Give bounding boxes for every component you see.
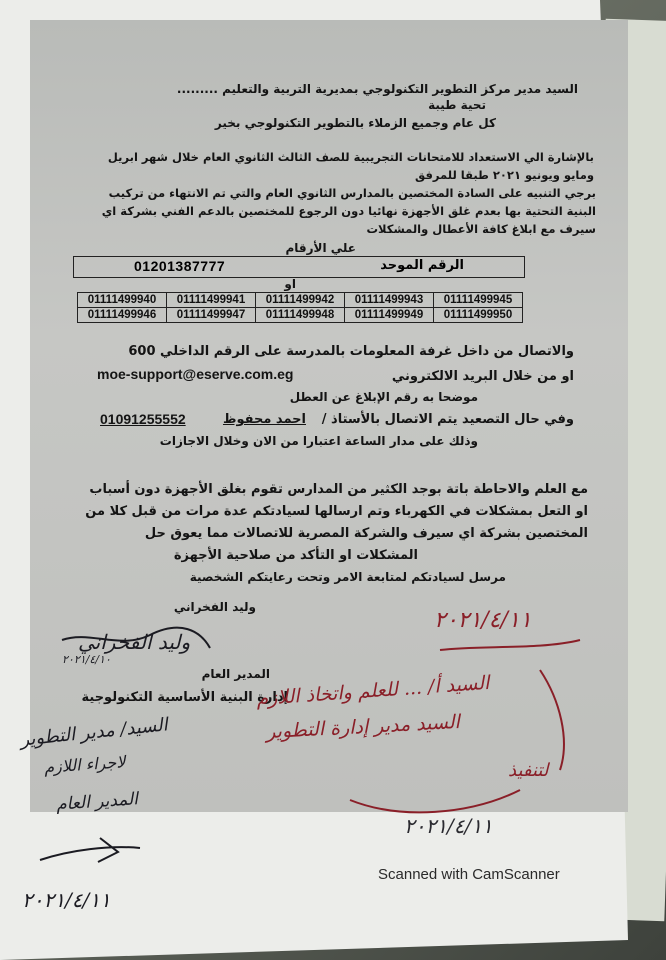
phone-cell: 01111499947 (167, 308, 256, 323)
support-email: moe-support@eserve.com.eg (97, 366, 294, 382)
phone-cell: 01111499941 (167, 293, 256, 308)
escalation-prefix: وفي حال التصعيد يتم الاتصال بالأستاذ / (321, 412, 574, 427)
escalation-phone: 01091255552 (100, 411, 186, 427)
black-note-line2: لاجراء اللازم (43, 752, 126, 777)
red-note-line1: السيد أ/ ... للعلم واتخاذ اللازم (255, 671, 490, 711)
red-note-line2: السيد مدير إدارة التطوير (265, 710, 461, 744)
phone-cell: 01111499950 (434, 308, 523, 323)
red-scribble (540, 670, 564, 770)
para2-line3: سيرف مع ابلاغ كافة الأعطال والمشكلات (366, 222, 596, 236)
phone-cell: 01111499942 (256, 293, 345, 308)
phone-cell: 01111499943 (345, 293, 434, 308)
phone-cell: 01111499949 (345, 308, 434, 323)
addressee-line: السيد مدير مركز التطوير التكنولوجي بمديرية التربية والتعليم ......... (176, 82, 578, 96)
note-line4: المشكلات او التأكد من صلاحية الأجهزة (173, 548, 418, 563)
black-mark (98, 838, 118, 862)
black-strike (40, 847, 140, 860)
black-note-line1: السيد/ مدير التطوير (19, 714, 169, 751)
note-line2: او التعل بمشكلات في الكهرباء وتم ارسالها لسيادتكم عدة مرات من قبل كلا من (85, 504, 588, 519)
signer-title: المدير العام (201, 667, 270, 681)
red-date-top: ٢٠٢١/٤/١١ (434, 608, 532, 633)
escalation-name: احمد محفوظ (222, 412, 306, 427)
scanner-watermark: Scanned with CamScanner (378, 866, 560, 883)
signature-scribble (62, 628, 210, 648)
unified-number: 01201387777 (134, 258, 226, 274)
red-note-line3: لتنفيذ (508, 760, 549, 781)
wishes-line: كل عام وجميع الزملاء بالتطوير التكنولوجي بخير (214, 116, 496, 130)
greeting-line: تحية طيبة (428, 98, 486, 112)
escalation-time-line: وذلك على مدار الساعة اعتبارا من الان وخلال الاجازات (159, 434, 478, 448)
signature-date: ٢٠٢١/٤/١٠ (62, 653, 111, 666)
para1-line1: بالإشارة الي الاستعداد للامتحانات التجريبية للصف الثالث الثانوي العام خلال شهر ابريل (107, 150, 594, 164)
contact-line2: او من خلال البريد الالكتروني (391, 369, 574, 384)
department-name: إدارة البنية الأساسية التكنولوجية (81, 690, 288, 705)
black-note-line3: المدير العام (55, 789, 139, 815)
closing-line: مرسل لسيادتكم لمتابعة الامر وتحت رعايتكم الشخصية (189, 570, 506, 584)
black-date-bottom: ٢٠٢١/٤/١١ (22, 888, 111, 912)
contact-line1: والاتصال من داخل غرفة المعلومات بالمدرسة على الرقم الداخلي 600 (128, 344, 574, 359)
phone-cell: 01111499945 (434, 293, 523, 308)
handwritten-signature: وليد الفخراني (78, 630, 191, 654)
phone-cell: 01111499948 (256, 308, 345, 323)
note-line3: المختصين بشركة اي سيرف والشركة المصرية للاتصالات مما يعوق حل (144, 526, 588, 541)
unified-number-label: الرقم الموحد (380, 258, 464, 273)
numbers-label: علي الأرقام (285, 241, 356, 255)
phone-cell: 01111499946 (78, 308, 167, 323)
phone-cell: 01111499940 (78, 293, 167, 308)
signer-name: وليد الفخراني (173, 600, 256, 614)
red-date-bottom: ٢٠٢١/٤/١١ (404, 814, 493, 838)
red-underline (440, 640, 580, 650)
note-line1: مع العلم والاحاطة باتة بوجد الكثير من المدارس تقوم بغلق الأجهزة دون أسباب (89, 482, 588, 497)
red-curve (350, 790, 520, 812)
para2-line1: برجي التنبيه على السادة المختصين بالمدارس الثانوي العام والتي تم الانتهاء من تركيب (108, 186, 596, 200)
contact-line3: موضحا به رقم الإبلاغ عن العطل (289, 390, 478, 404)
or-label: او (284, 277, 296, 291)
para1-line2: ومايو ويونيو ٢٠٢١ طبقا للمرفق (414, 168, 594, 182)
para2-line2: البنية التحتية بها بعدم غلق الأجهزة نهائيا دون الرجوع للمختصين بالدعم الفني بشركة اي (101, 204, 596, 218)
